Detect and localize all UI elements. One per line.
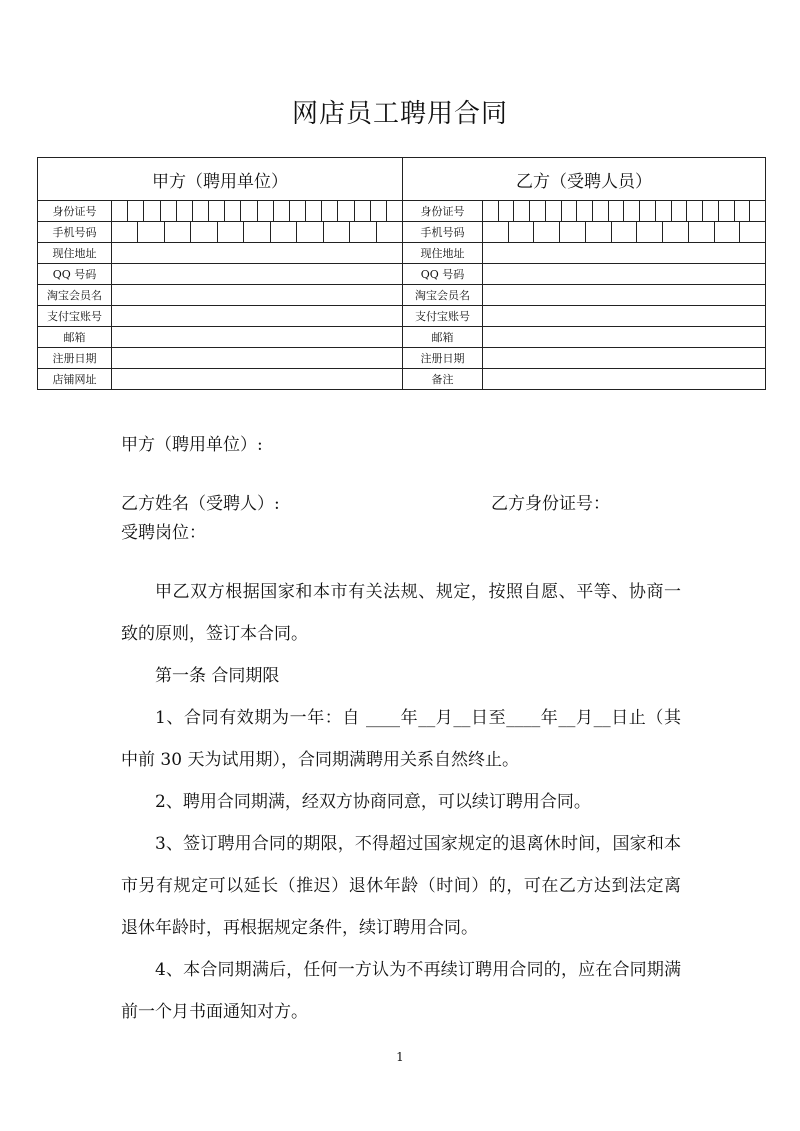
digit-box[interactable] [513,201,529,221]
phone-number-boxes-b[interactable] [483,222,766,243]
digit-box[interactable] [243,222,269,242]
contract-title: 网店员工聘用合同 [291,99,508,129]
qq-field-b[interactable] [483,264,766,285]
digit-box[interactable] [127,201,143,221]
digit-box[interactable] [749,201,765,221]
digit-box[interactable] [337,201,353,221]
digit-box[interactable] [160,201,176,221]
party-b-header: 乙方（受聘人员） [403,158,766,201]
digit-box[interactable] [349,222,375,242]
digit-box[interactable] [112,201,127,221]
party-b-id-label: 乙方身份证号： [491,494,610,514]
digit-box[interactable] [671,201,687,221]
digit-box[interactable] [498,201,514,221]
digit-box[interactable] [370,201,386,221]
alipay-field-b[interactable] [483,306,766,327]
article-1-heading: 第一条 合同期限 [155,666,280,686]
clause-4-paragraph: 4、本合同期满后，任何一方认为不再续订聘用合同的，应在合同期满前一个月书面通知对方。 [121,960,681,1022]
digit-box[interactable] [608,201,624,221]
digit-box[interactable] [739,222,765,242]
digit-box[interactable] [545,201,561,221]
digit-box[interactable] [257,201,273,221]
digit-box[interactable] [137,222,163,242]
digit-box[interactable] [718,201,734,221]
row-label-qq-a: QQ 号码 [38,264,112,285]
alipay-field-a[interactable] [112,306,403,327]
row-label-id-b: 身份证号 [403,201,483,222]
row-label-phone-b: 手机号码 [403,222,483,243]
taobao-field-b[interactable] [483,285,766,306]
id-number-boxes-b[interactable] [483,201,766,222]
register-date-field-b[interactable] [483,348,766,369]
digit-box[interactable] [688,222,714,242]
digit-box[interactable] [386,201,402,221]
row-label-email-a: 邮箱 [38,327,112,348]
row-label-taobao-b: 淘宝会员名 [403,285,483,306]
party-a-header: 甲方（聘用单位） [38,158,403,201]
row-label-address-b: 现住地址 [403,243,483,264]
address-field-a[interactable] [112,243,403,264]
digit-box[interactable] [143,201,159,221]
digit-box[interactable] [561,201,577,221]
digit-box[interactable] [289,201,305,221]
digit-box[interactable] [623,201,639,221]
qq-field-a[interactable] [112,264,403,285]
digit-box[interactable] [112,222,137,242]
shop-url-field[interactable] [112,369,403,390]
digit-box[interactable] [662,222,688,242]
digit-box[interactable] [273,201,289,221]
address-field-b[interactable] [483,243,766,264]
row-label-regdate-a: 注册日期 [38,348,112,369]
digit-box[interactable] [176,201,192,221]
digit-box[interactable] [376,222,402,242]
digit-box[interactable] [240,201,256,221]
digit-box[interactable] [483,201,498,221]
digit-box[interactable] [305,201,321,221]
digit-box[interactable] [164,222,190,242]
digit-box[interactable] [592,201,608,221]
row-label-address-a: 现住地址 [38,243,112,264]
digit-box[interactable] [354,201,370,221]
digit-box[interactable] [714,222,740,242]
clause-2-paragraph: 2、聘用合同期满，经双方协商同意，可以续订聘用合同。 [155,792,591,812]
digit-box[interactable] [483,222,508,242]
row-label-phone-a: 手机号码 [38,222,112,243]
digit-box[interactable] [559,222,585,242]
email-field-a[interactable] [112,327,403,348]
digit-box[interactable] [270,222,296,242]
row-label-id-a: 身份证号 [38,201,112,222]
page-number: 1 [396,1050,404,1064]
digit-box[interactable] [533,222,559,242]
digit-box[interactable] [190,222,216,242]
digit-box[interactable] [611,222,637,242]
taobao-field-a[interactable] [112,285,403,306]
row-label-remarks: 备注 [403,369,483,390]
id-number-boxes-a[interactable] [112,201,403,222]
digit-box[interactable] [585,222,611,242]
row-label-taobao-a: 淘宝会员名 [38,285,112,306]
clause-1-paragraph: 1、合同有效期为一年：自 ____年__月__日至____年__月__日止（其中前 30 天为试用期），合同期满聘用关系自然终止。 [121,708,682,770]
digit-box[interactable] [296,222,322,242]
digit-box[interactable] [702,201,718,221]
personal-info-table [37,157,766,390]
preamble-paragraph: 甲乙双方根据国家和本市有关法规、规定，按照自愿、平等、协商一致的原则，签订本合同。 [121,582,681,644]
digit-box[interactable] [323,222,349,242]
row-label-alipay-b: 支付宝账号 [403,306,483,327]
row-label-email-b: 邮箱 [403,327,483,348]
digit-box[interactable] [576,201,592,221]
digit-box[interactable] [636,222,662,242]
register-date-field-a[interactable] [112,348,403,369]
clause-3-paragraph: 3、签订聘用合同的期限，不得超过国家规定的退离休时间，国家和本市另有规定可以延长（推迟）退休年龄（时间）的，可在乙方达到法定离退休年龄时，再根据规定条件，续订聘用合同。 [121,834,681,938]
digit-box[interactable] [734,201,750,221]
digit-box[interactable] [508,222,534,242]
digit-box[interactable] [639,201,655,221]
digit-box[interactable] [686,201,702,221]
digit-box[interactable] [529,201,545,221]
digit-box[interactable] [321,201,337,221]
digit-box[interactable] [224,201,240,221]
party-b-name-label: 乙方姓名（受聘人）: [121,494,280,514]
party-a-field-label: 甲方（聘用单位）: [121,435,263,455]
digit-box[interactable] [192,201,208,221]
email-field-b[interactable] [483,327,766,348]
row-label-qq-b: QQ 号码 [403,264,483,285]
digit-box[interactable] [217,222,243,242]
position-label: 受聘岗位： [121,523,206,543]
phone-number-boxes-a[interactable] [112,222,403,243]
remarks-field[interactable] [483,369,766,390]
digit-box[interactable] [655,201,671,221]
row-label-alipay-a: 支付宝账号 [38,306,112,327]
row-label-shop-url: 店铺网址 [38,369,112,390]
row-label-regdate-b: 注册日期 [403,348,483,369]
digit-box[interactable] [208,201,224,221]
